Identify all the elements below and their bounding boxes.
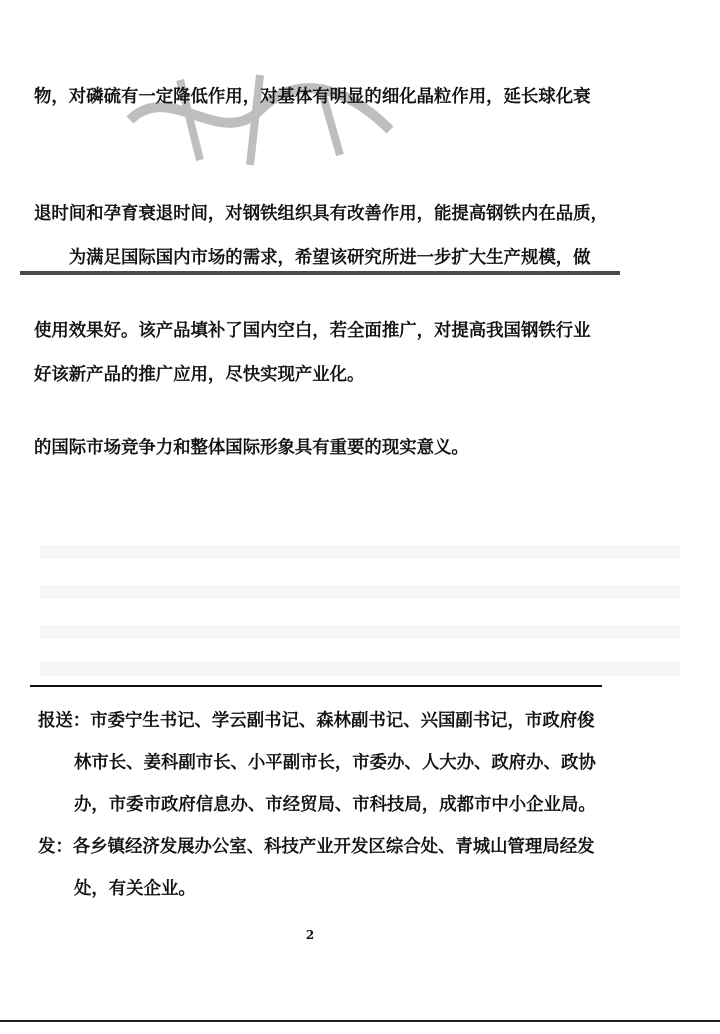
bottom-edge-line — [0, 1020, 720, 1022]
text-line: 退时间和孕育衰退时间，对钢铁组织具有改善作用，能提高钢铁内在品质， — [34, 204, 608, 224]
text-line: 好该新产品的推广应用，尽快实现产业化。 — [34, 365, 365, 385]
bleed-through-shadow — [40, 662, 680, 676]
text-line: 使用效果好。该产品填补了国内空白，若全面推广，对提高我国钢铁行业 — [34, 321, 591, 341]
send-to-line: 林市长、姜科副市长、小平副市长，市委办、人大办、政府办、政协 — [74, 753, 596, 773]
body-paragraph-2 — [34, 161, 622, 473]
bleed-through-shadow — [40, 625, 680, 639]
bleed-through-shadow — [40, 545, 680, 559]
section-divider — [20, 271, 620, 275]
send-to-line: 办，市委市政府信息办、市经贸局、市科技局，成都市中小企业局。 — [74, 795, 596, 815]
text-line: 为满足国际国内市场的需求，希望该研究所进一步扩大生产规模，做 — [34, 248, 591, 268]
send-to-line: 报送：市委宁生书记、学云副书记、森林副书记、兴国副书记，市政府俊 — [38, 711, 595, 731]
copy-to-block — [38, 826, 608, 910]
copy-to-line: 发：各乡镇经济发展办公室、科技产业开发区综合处、青城山管理局经发 — [38, 837, 595, 857]
text-line: 的国际市场竞争力和整体国际形象具有重要的现实意义。 — [34, 438, 469, 458]
bleed-through-shadow — [40, 585, 680, 599]
send-to-block — [38, 700, 608, 826]
copy-to-line: 处，有关企业。 — [74, 879, 196, 899]
page-number: 2 — [305, 928, 315, 942]
text-line: 物，对磷硫有一定降低作用，对基体有明显的细化晶粒作用，延长球化衰 — [34, 87, 591, 107]
distribution-divider — [30, 685, 602, 687]
